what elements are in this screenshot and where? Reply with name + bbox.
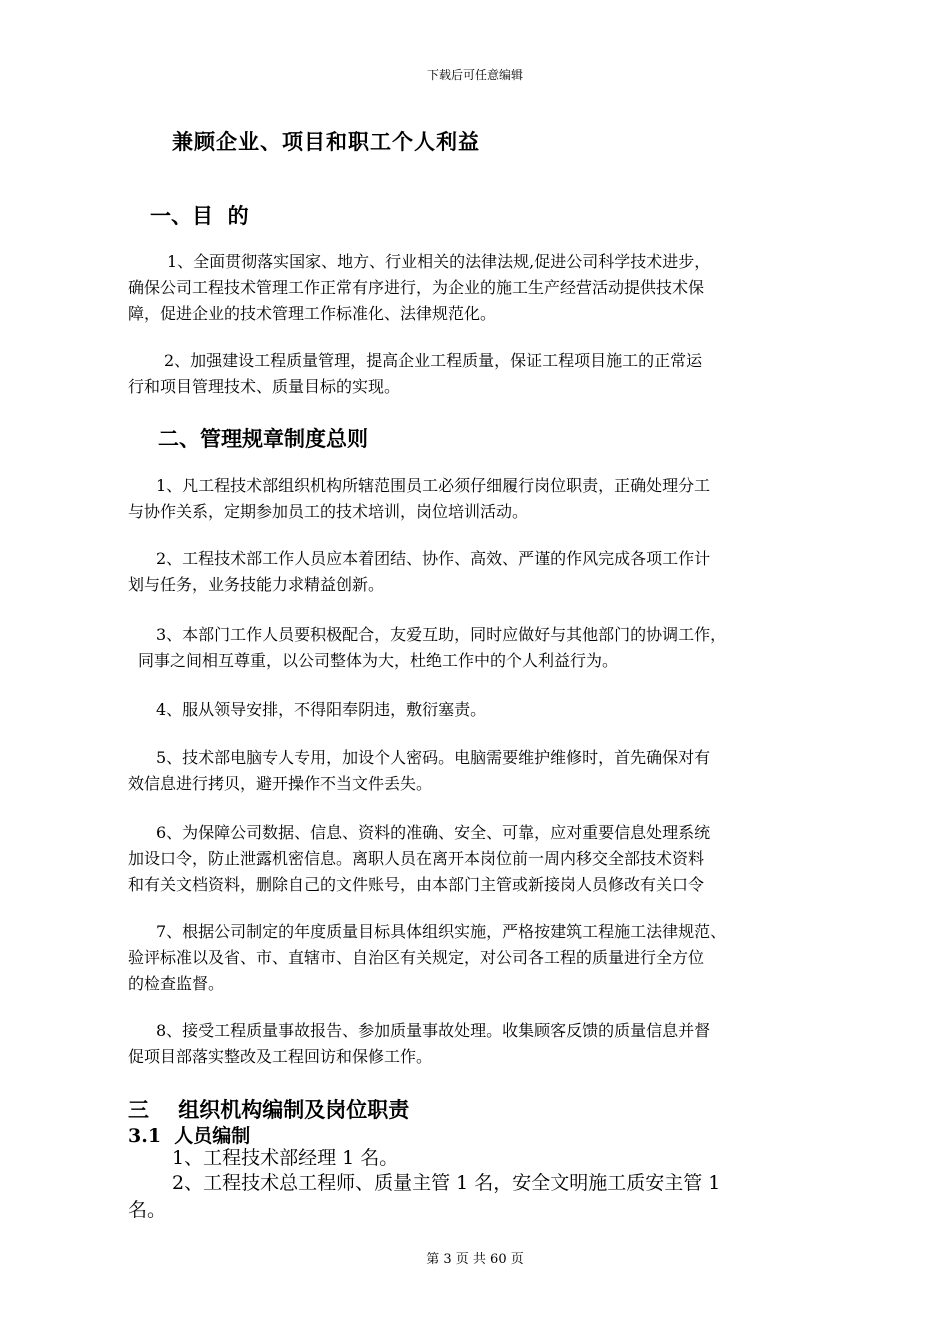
section1-title: 一、目 的 — [150, 203, 249, 228]
text-line: 确保公司工程技术管理工作正常有序进行，为企业的施工生产经营活动提供技术保 — [128, 278, 705, 297]
section2-para-3 — [128, 622, 828, 674]
text-line: 5、技术部电脑专人专用，加设个人密码。电脑需要维护维修时，首先确保对有 — [156, 748, 711, 767]
text-line: 1、凡工程技术部组织机构所辖范围员工必须仔细履行岗位职责，正确处理分工 — [156, 476, 711, 495]
text-line: 1、工程技术部经理 1 名。 — [172, 1147, 399, 1169]
text-line: 2、工程技术总工程师、质量主管 1 名，安全文明施工质安主管 1 — [172, 1172, 721, 1194]
section2-para-4 — [128, 697, 828, 723]
text-line: 4、服从领导安排，不得阳奉阴违，敷衍塞责。 — [156, 700, 487, 719]
text-line: 验评标准以及省、市、直辖市、自治区有关规定，对公司各工程的质量进行全方位 — [128, 948, 705, 967]
text-line: 加设口令，防止泄露机密信息。离职人员在离开本岗位前一周内移交全部技术资料 — [128, 849, 705, 868]
section2-para-7 — [128, 919, 828, 997]
section1-para-1 — [128, 249, 828, 327]
section1-para-2 — [128, 348, 828, 400]
text-line: 名。 — [128, 1199, 167, 1221]
section2-para-5 — [128, 745, 828, 797]
intro-title: 兼顾企业、项目和职工个人利益 — [172, 129, 480, 154]
text-line: 与协作关系，定期参加员工的技术培训，岗位培训活动。 — [128, 502, 529, 521]
text-line: 和有关文档资料，删除自己的文件账号，由本部门主管或新接岗人员修改有关口令 — [128, 875, 705, 894]
text-line: 障，促进企业的技术管理工作标准化、法律规范化。 — [128, 304, 497, 323]
page-header: 下载后可任意编辑 — [426, 68, 523, 82]
text-line: 的检查监督。 — [128, 974, 225, 993]
text-line: 促项目部落实整改及工程回访和保修工作。 — [128, 1047, 433, 1066]
text-line: 6、为保障公司数据、信息、资料的准确、安全、可靠，应对重要信息处理系统 — [156, 823, 711, 842]
section3-item-1 — [128, 1145, 828, 1172]
section2-para-1 — [128, 473, 828, 525]
text-line: 同事之间相互尊重，以公司整体为大，杜绝工作中的个人利益行为。 — [138, 651, 619, 670]
text-line: 8、接受工程质量事故报告、参加质量事故处理。收集顾客反馈的质量信息并督 — [156, 1021, 711, 1040]
text-line: 1、全面贯彻落实国家、地方、行业相关的法律法规,促进公司科学技术进步， — [167, 252, 711, 271]
page-footer: 第 3 页 共 60 页 — [426, 1252, 524, 1267]
text-line: 3、本部门工作人员要积极配合，友爱互助，同时应做好与其他部门的协调工作， — [156, 625, 727, 644]
text-line: 2、工程技术部工作人员应本着团结、协作、高效、严谨的作风完成各项工作计 — [156, 549, 711, 568]
text-line: 划与任务，业务技能力求精益创新。 — [128, 575, 385, 594]
section3-item-2 — [128, 1170, 828, 1224]
text-line: 7、根据公司制定的年度质量目标具体组织实施，严格按建筑工程施工法律规范、 — [156, 922, 727, 941]
text-line: 效信息进行拷贝，避开操作不当文件丢失。 — [128, 774, 433, 793]
section3-title: 三 组织机构编制及岗位职责 — [128, 1097, 410, 1122]
section3-subtitle: 3.1 人员编制 — [128, 1125, 251, 1147]
section2-para-2 — [128, 546, 828, 598]
text-line: 2、加强建设工程质量管理，提高企业工程质量，保证工程项目施工的正常运 — [164, 351, 703, 370]
section2-para-6 — [128, 820, 828, 898]
section2-title: 二、管理规章制度总则 — [158, 426, 368, 451]
text-line: 行和项目管理技术、质量目标的实现。 — [128, 377, 401, 396]
section2-para-8 — [128, 1018, 828, 1070]
